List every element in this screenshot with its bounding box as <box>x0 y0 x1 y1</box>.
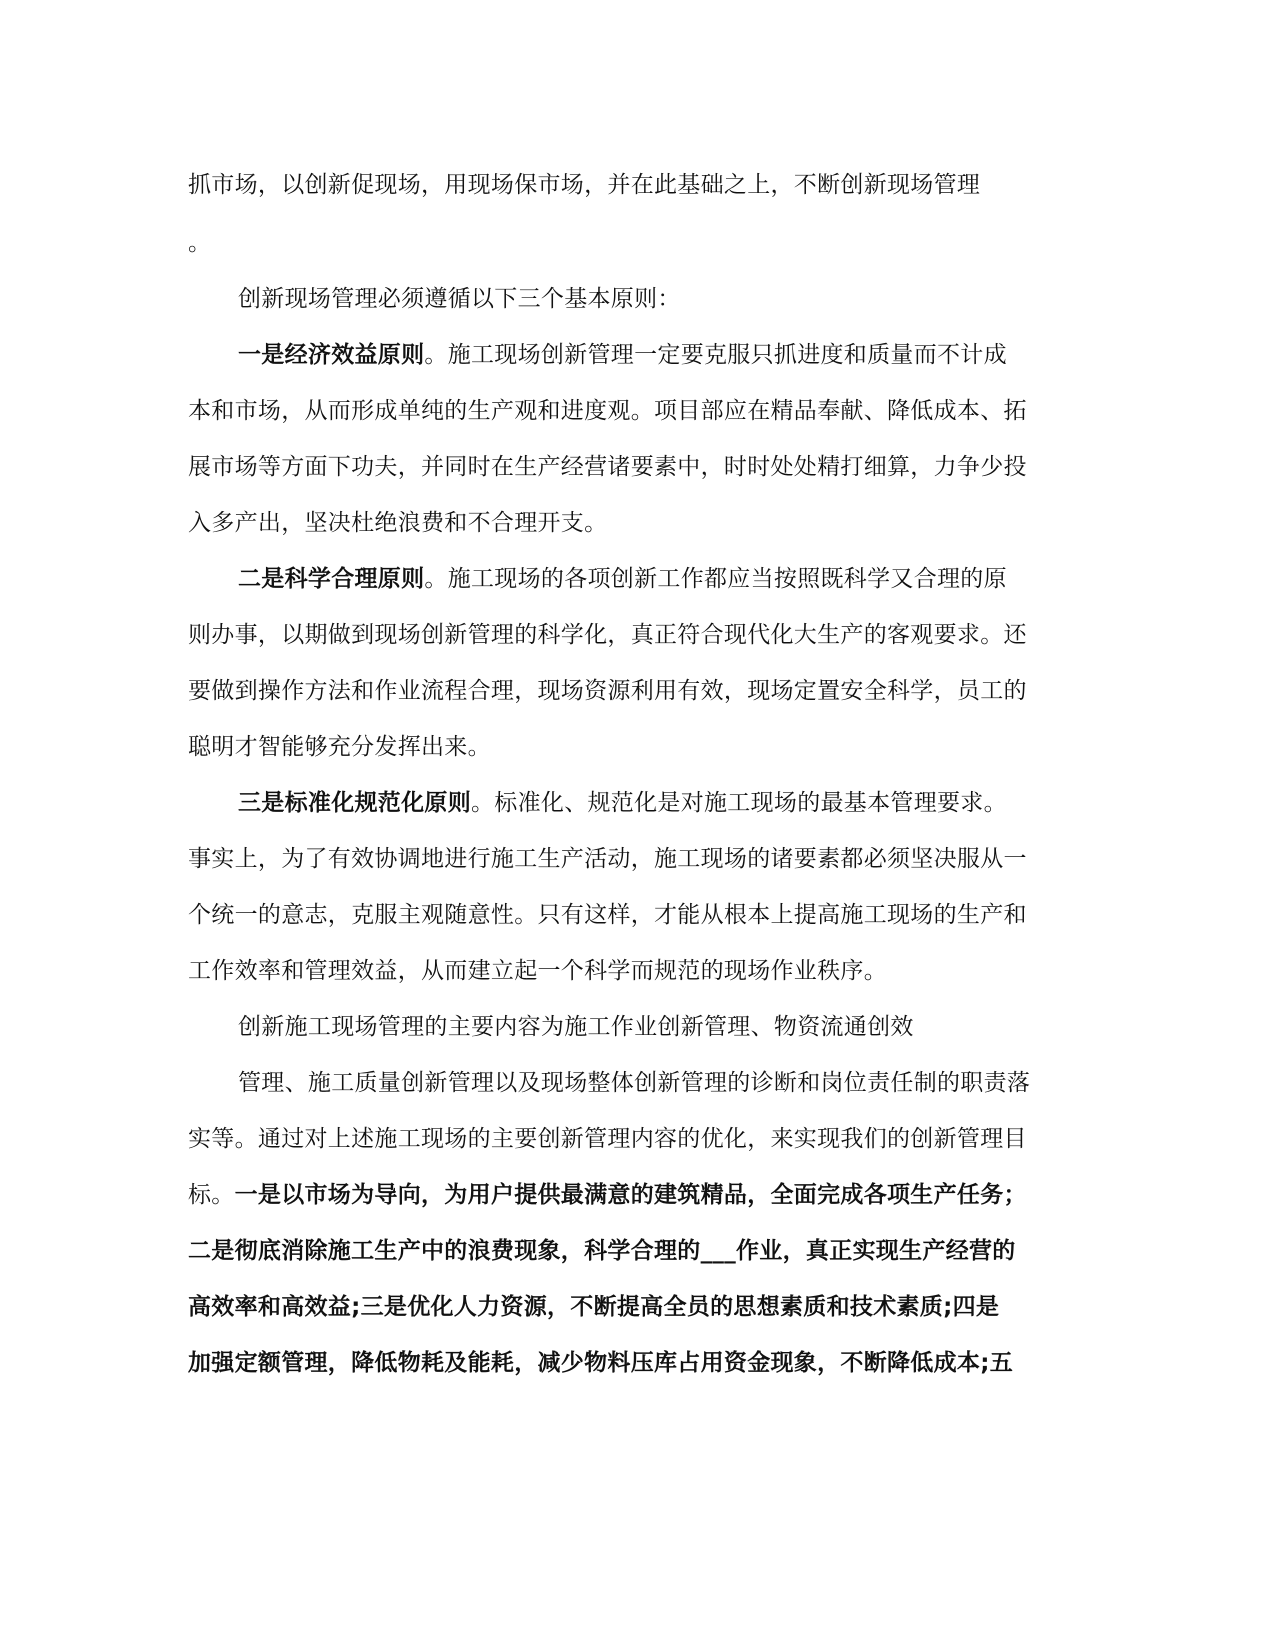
text-run: 则办事，以期做到现场创新管理的科学化，真正符合现代化大生产的客观要求。还 <box>188 622 1027 648</box>
paragraph-line <box>188 676 1027 706</box>
principle-heading-line <box>238 564 1007 594</box>
text-run: 。标准化、规范化是对施工现场的最基本管理要求。 <box>471 790 1007 816</box>
text-run: 抓市场，以创新促现场，用现场保市场，并在此基础之上，不断创新现场管理 <box>188 172 981 198</box>
paragraph-line <box>188 844 1027 874</box>
goal-text: 二是彻底消除施工生产中的浪费现象，科学合理的___作业，真正实现生产经营的 <box>188 1238 1016 1264</box>
text-run: 创新施工现场管理的主要内容为施工作业创新管理、物资流通创效 <box>238 1014 914 1040</box>
text-run: 工作效率和管理效益，从而建立起一个科学而规范的现场作业秩序。 <box>188 958 887 984</box>
paragraph-line <box>238 284 681 314</box>
text-run: 。 <box>188 230 212 256</box>
paragraph-line <box>188 620 1027 650</box>
text-run: 。施工现场创新管理一定要克服只抓进度和质量而不计成 <box>424 342 1007 368</box>
paragraph-line <box>188 170 980 200</box>
paragraph-line <box>188 1236 1016 1266</box>
text-run: 个统一的意志，克服主观随意性。只有这样，才能从根本上提高施工现场的生产和 <box>188 902 1027 928</box>
text-run: 管理、施工质量创新管理以及现场整体创新管理的诊断和岗位责任制的职责落 <box>238 1070 1031 1096</box>
paragraph-line <box>188 1292 999 1322</box>
paragraph-line <box>188 1348 1013 1378</box>
paragraph-line <box>188 396 1027 426</box>
principle-title: 三是标准化规范化原则 <box>238 790 471 816</box>
text-run: 聪明才智能够充分发挥出来。 <box>188 734 491 760</box>
text-run: 实等。通过对上述施工现场的主要创新管理内容的优化，来实现我们的创新管理目 <box>188 1126 1027 1152</box>
text-run: 标。 <box>188 1182 235 1208</box>
principle-heading-line <box>238 340 1007 370</box>
principle-title: 二是科学合理原则 <box>238 566 425 592</box>
text-run: 本和市场，从而形成单纯的生产观和进度观。项目部应在精品奉献、降低成本、拓 <box>188 398 1027 424</box>
paragraph-line <box>238 1068 1030 1098</box>
paragraph-line <box>188 452 1027 482</box>
paragraph-line <box>188 508 607 538</box>
goal-text: 加强定额管理，降低物耗及能耗，减少物料压库占用资金现象，不断降低成本;五 <box>188 1350 1013 1376</box>
paragraph-line <box>188 1124 1027 1154</box>
goal-text: 一是以市场为导向，为用户提供最满意的建筑精品，全面完成各项生产任务； <box>234 1182 1027 1208</box>
text-run: 入多产出，坚决杜绝浪费和不合理开支。 <box>188 510 608 536</box>
text-run: 创新现场管理必须遵循以下三个基本原则： <box>238 286 681 312</box>
paragraph-line <box>238 1012 914 1042</box>
text-run: 事实上，为了有效协调地进行施工生产活动，施工现场的诸要素都必须坚决服从一 <box>188 846 1027 872</box>
text-run: 。施工现场的各项创新工作都应当按照既科学又合理的原 <box>424 566 1007 592</box>
text-run: 展市场等方面下功夫，并同时在生产经营诸要素中，时时处处精打细算，力争少投 <box>188 454 1027 480</box>
text-run: 要做到操作方法和作业流程合理，现场资源利用有效，现场定置安全科学，员工的 <box>188 678 1027 704</box>
paragraph-line <box>188 900 1027 930</box>
principle-heading-line <box>238 788 1007 818</box>
paragraph-line <box>188 956 887 986</box>
paragraph-line <box>188 1180 1027 1210</box>
paragraph-line <box>188 732 491 762</box>
goal-text: 高效率和高效益;三是优化人力资源，不断提高全员的思想素质和技术素质;四是 <box>188 1294 1000 1320</box>
principle-title: 一是经济效益原则 <box>238 342 425 368</box>
paragraph-line <box>188 228 211 258</box>
